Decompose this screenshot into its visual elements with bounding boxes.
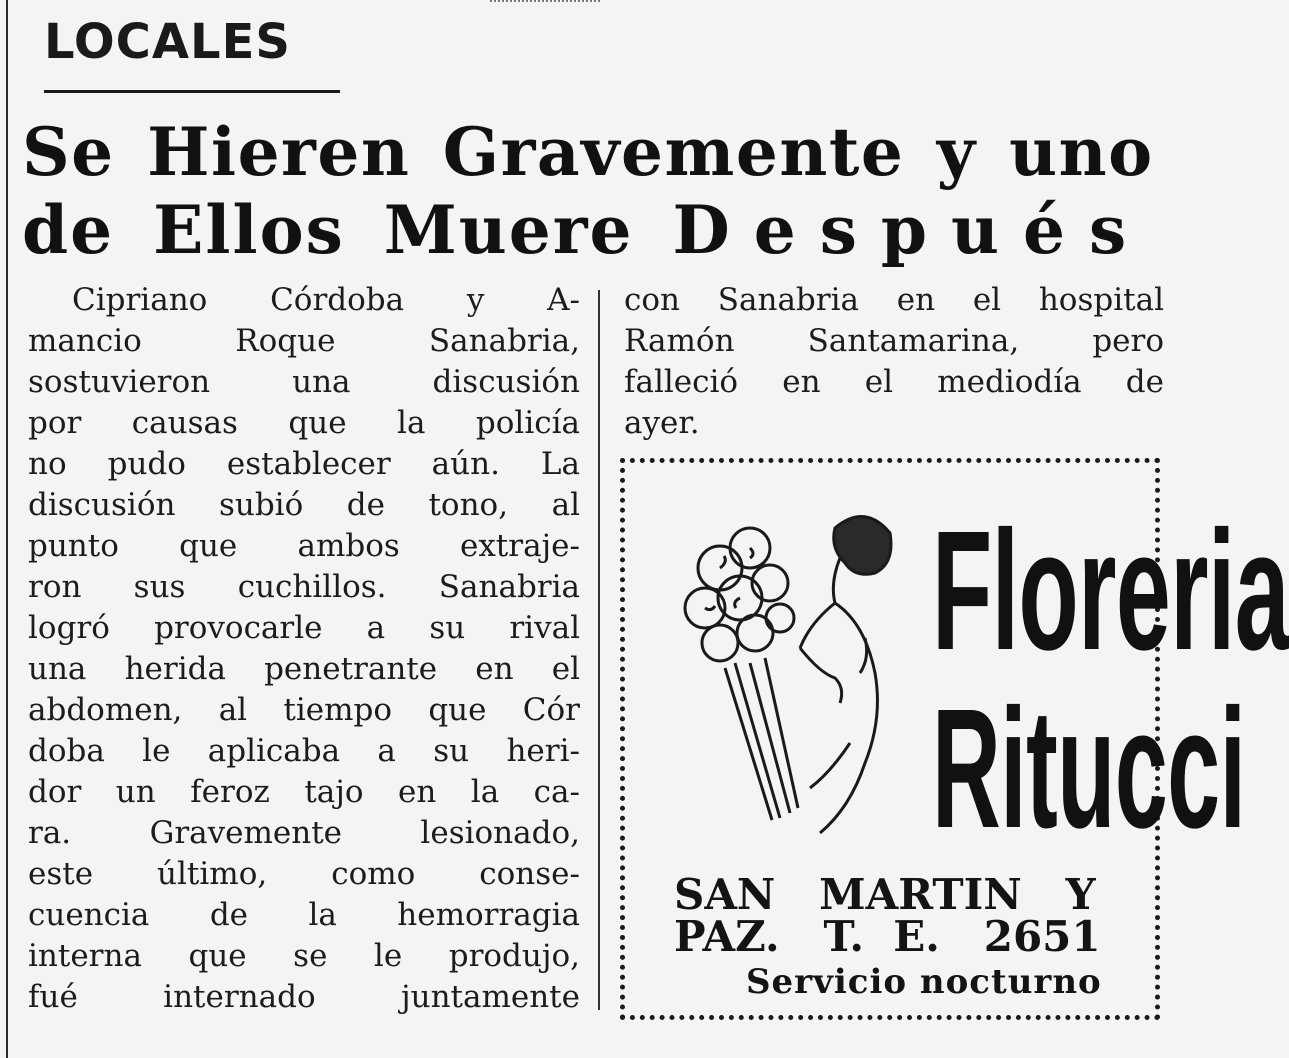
page-edge-mark [490,0,600,8]
ad-address-line-2: PAZ. T. E. 2651 [674,912,1101,961]
section-heading: LOCALES [44,14,291,70]
article-line: Ramón Santamarina, pero [624,323,1164,359]
article-line: dor un feroz tajo en la ca- [28,774,580,810]
ad-service-note: Servicio nocturno [746,962,1102,1002]
article-line: no pudo establecer aún. La [28,446,580,482]
article-line: fué internado juntamente [28,979,580,1015]
woman-with-bouquet-icon [660,488,900,858]
ad-shop-name-line-1 [932,496,1289,686]
article-line: cuencia de la hemorragia [28,897,580,933]
headline-line-2 [22,190,1162,270]
article-line: este último, como conse- [28,856,580,892]
column-divider [598,290,600,1010]
woman-figure-icon [800,517,891,833]
bouquet-icon [685,528,798,820]
headline-line-2-part-a: de Ellos Muere [22,191,634,269]
article-line: doba le aplicaba a su heri- [28,733,580,769]
article-line: ron sus cuchillos. Sanabria [28,569,580,605]
ad-shop-name-line-2 [932,674,1246,864]
article-line: una herida penetrante en el [28,651,580,687]
section-underline [44,90,340,93]
ad-address-line-1: SAN MARTIN Y [674,870,1096,919]
headline-line-2-part-b: Después [672,191,1151,269]
article-line: por causas que la policía [28,405,580,441]
article-line: punto que ambos extraje- [28,528,580,564]
article-line: ra. Gravemente lesionado, [28,815,580,851]
article-line: interna que se le produjo, [28,938,580,974]
article-line: mancio Roque Sanabria, [28,323,580,359]
headline-line-1: Se Hieren Gravemente y uno [22,113,1154,191]
article-line: ayer. [624,405,700,441]
ad-shop-name-first-word: Floreria [932,496,1289,686]
page-left-rule [6,0,8,1058]
advertisement-floreria [620,458,1289,1020]
article-line: Cipriano Córdoba y A- [72,282,580,318]
ad-shop-name-second-word: Ritucci [932,674,1246,864]
article-column-left [28,280,580,1018]
article-line: falleció en el mediodía de [624,364,1164,400]
article-line: con Sanabria en el hospital [624,282,1164,318]
article-line: abdomen, al tiempo que Cór [28,692,580,728]
article-line: sostuvieron una discusión [28,364,580,400]
article-column-right [624,280,1164,444]
article-line: discusión subió de tono, al [28,487,580,523]
article-line: logró provocarle a su rival [28,610,580,646]
